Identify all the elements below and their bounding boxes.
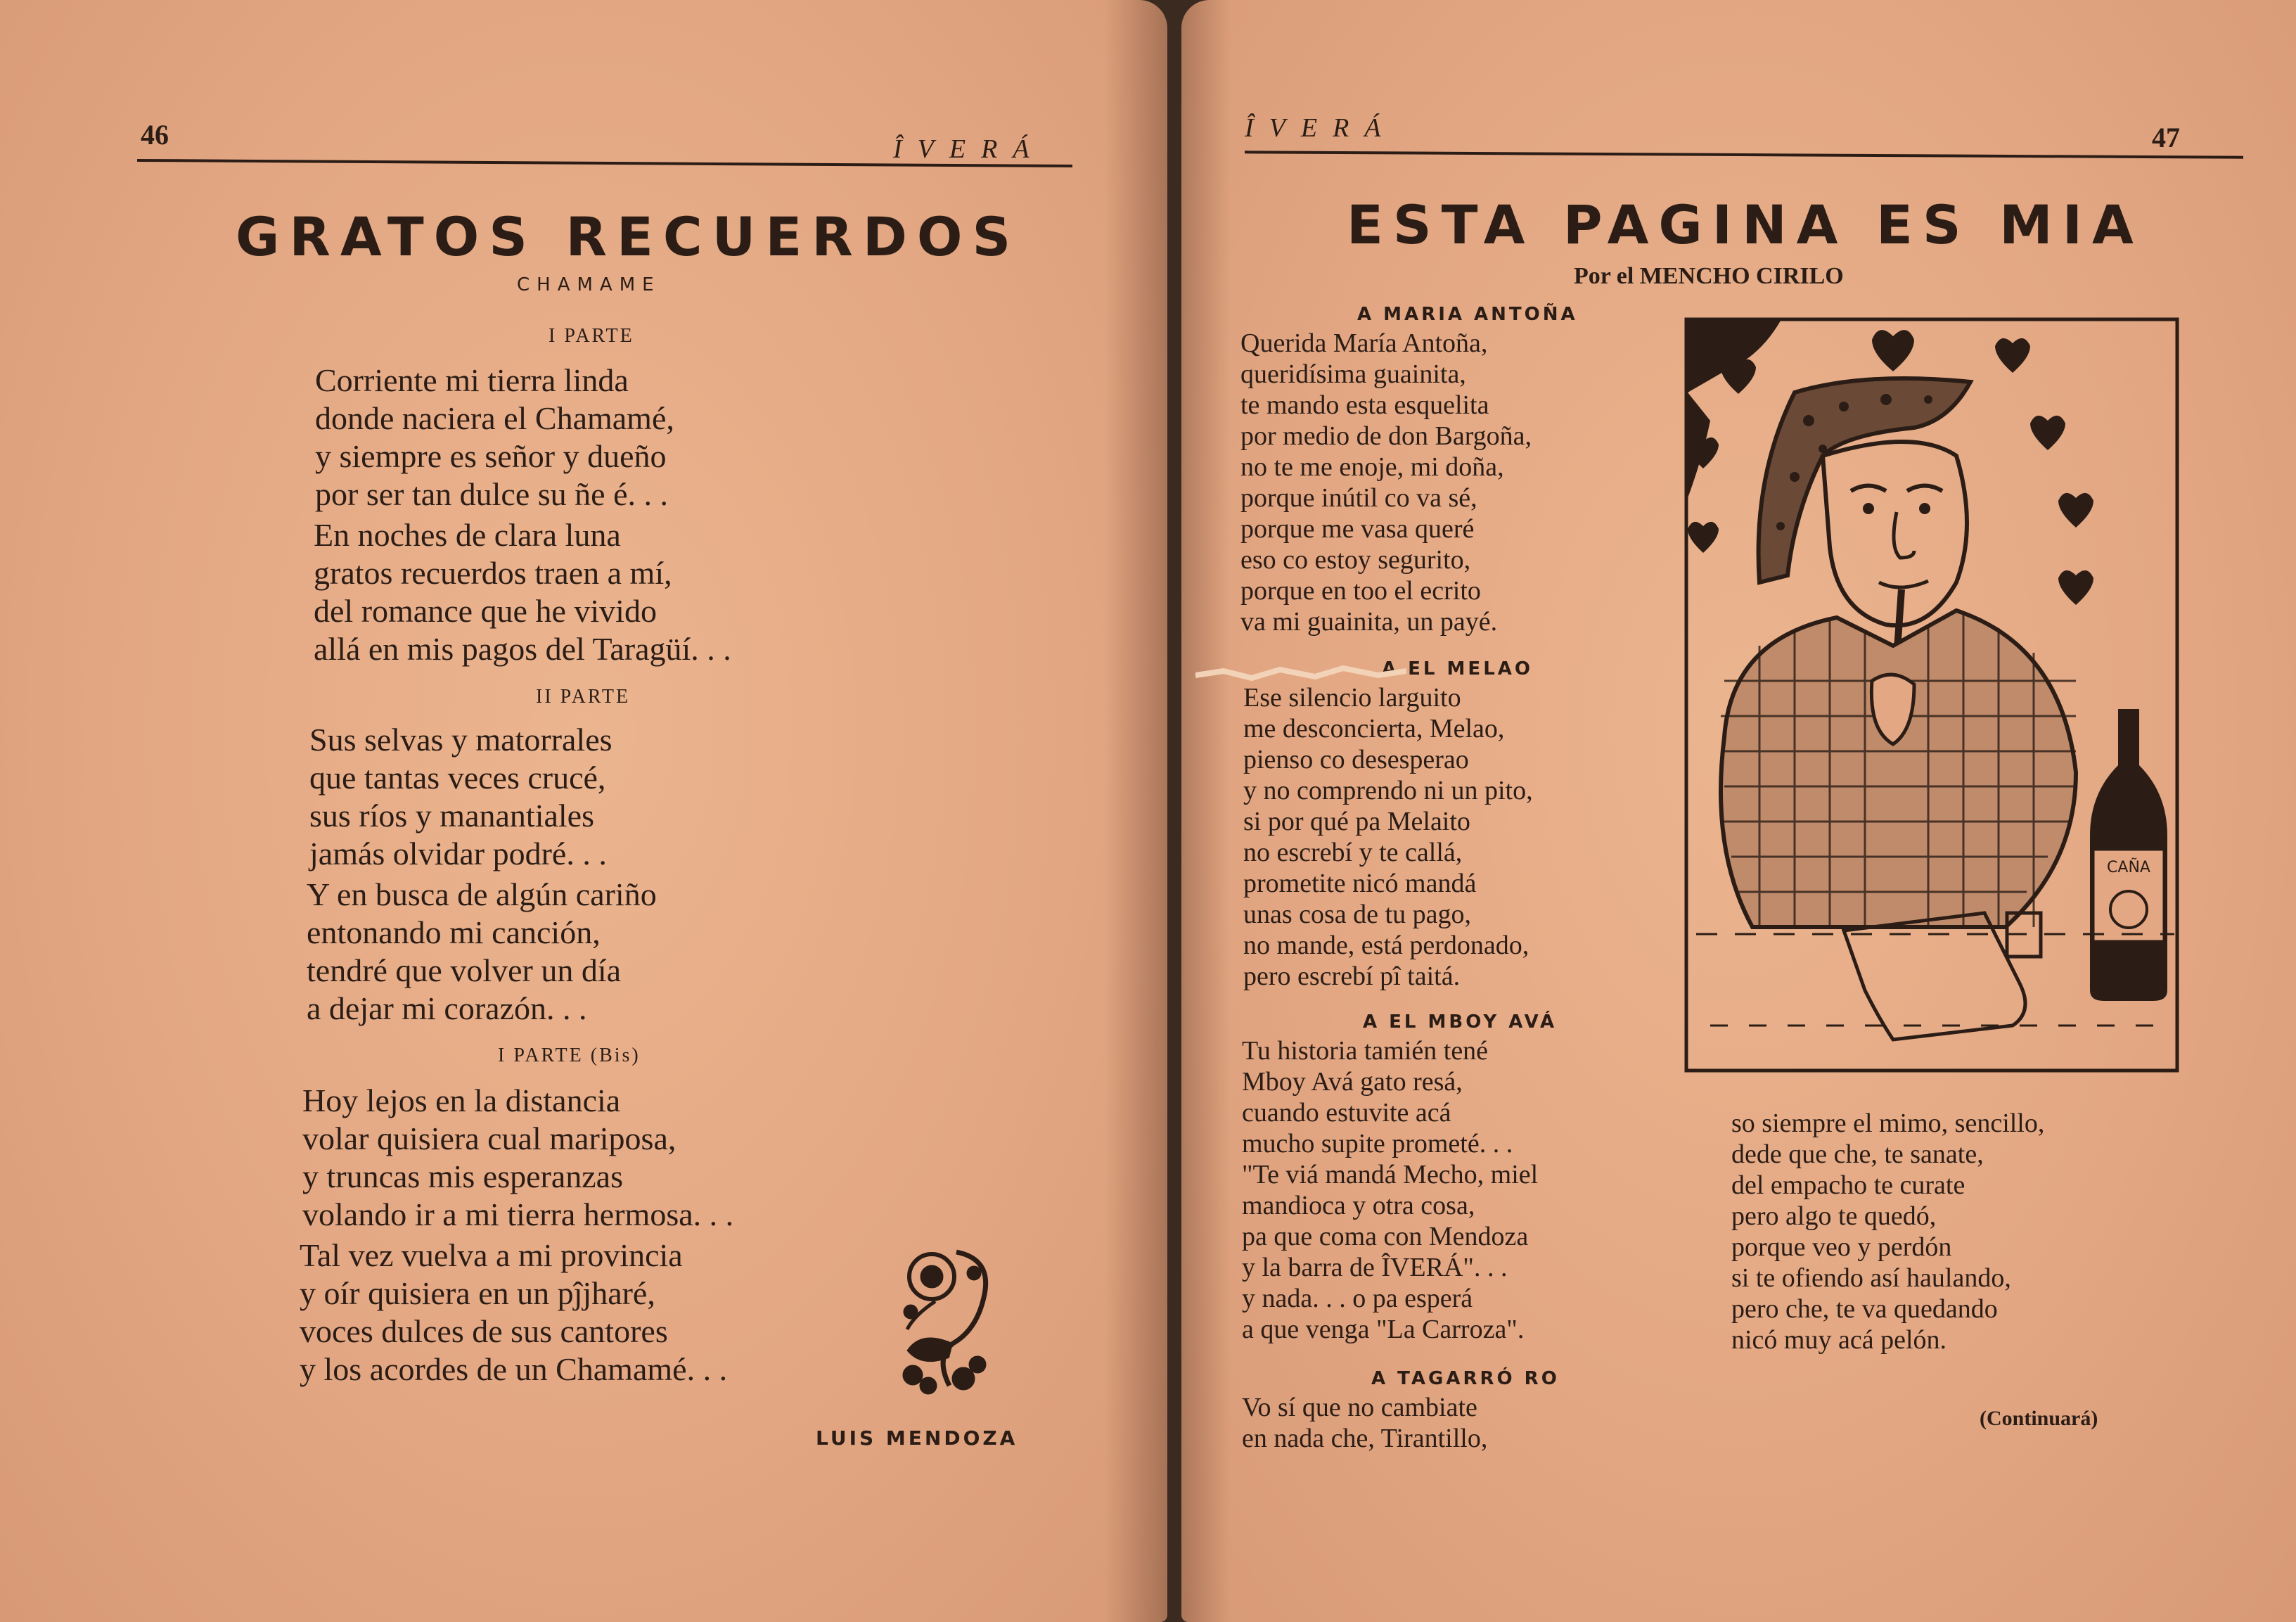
poem-subtitle: CHAMAME — [517, 274, 661, 295]
verse-line: queridísima guainita, — [1240, 359, 1466, 389]
paper-tear — [1195, 661, 1406, 689]
verse-line: porque en too el ecrito — [1240, 576, 1481, 606]
verse-line: por medio de don Bargoña, — [1240, 421, 1532, 451]
verse-line: me desconcierta, Melao, — [1243, 714, 1505, 743]
page-title: ESTA PAGINA ES MIA — [1347, 193, 2143, 256]
verse-line: no te me enoje, mi doña, — [1240, 452, 1504, 482]
header-rule — [1245, 151, 2243, 158]
stanza — [307, 876, 657, 1028]
verse-line: si te ofiendo así haulando, — [1731, 1263, 2011, 1293]
section-heading: A MARIA ANTOÑA — [1357, 304, 1578, 325]
verse-line: y no comprendo ni un pito, — [1243, 776, 1533, 805]
verse-line: pero che, te va quedando — [1731, 1294, 1998, 1324]
verse-line: mucho supite prometé. . . — [1242, 1129, 1513, 1158]
verse-line: por ser tan dulce su ñe é. . . — [315, 476, 669, 512]
verse-line: porque veo y perdón — [1731, 1232, 1952, 1262]
verse-line: a que venga "La Carroza". — [1242, 1315, 1525, 1344]
part-heading: I PARTE — [549, 325, 634, 347]
verse-line: y oír quisiera en un pĵjharé, — [300, 1275, 655, 1311]
running-head: ÎVERÁ — [1245, 113, 1397, 143]
verse-line: dede que che, te sanate, — [1731, 1139, 1984, 1169]
verse-line: y los acordes de un Chamamé. . . — [300, 1351, 728, 1387]
stanza — [309, 721, 613, 873]
verse-line: y nada. . . o pa esperá — [1242, 1284, 1473, 1313]
bottle-label: CAÑA — [2107, 859, 2150, 876]
running-head: ÎVERÁ — [893, 134, 1045, 164]
verse-line: y siempre es señor y dueño — [315, 438, 667, 474]
verse-line: so siempre el mimo, sencillo, — [1731, 1109, 2045, 1138]
gutter-shadow — [1104, 0, 1167, 1622]
verse-line: pero algo te quedó, — [1731, 1201, 1937, 1231]
verse-line: Vo sí que no cambiate — [1242, 1393, 1477, 1422]
verse-line: y truncas mis esperanzas — [302, 1158, 624, 1194]
stanza — [314, 516, 731, 668]
page-number: 46 — [141, 119, 169, 151]
verse-line: En noches de clara luna — [314, 517, 621, 553]
verse-line: del empacho te curate — [1731, 1170, 1965, 1200]
verse-line: Corriente mi tierra linda — [315, 362, 629, 398]
stanza — [300, 1237, 727, 1388]
verse-line: Querida María Antoña, — [1240, 328, 1488, 358]
continued-note: (Continuará) — [1980, 1407, 2098, 1430]
floral-ornament-icon — [893, 1245, 999, 1400]
verse-line: Tal vez vuelva a mi provincia — [300, 1237, 683, 1273]
part-heading: I PARTE (Bis) — [498, 1045, 641, 1066]
verse-line: no escrebí y te callá, — [1243, 838, 1463, 867]
gutter-shadow — [1181, 0, 1231, 1622]
verse-line: del romance que he vivido — [314, 593, 657, 629]
verse-section — [1240, 328, 1532, 637]
verse-line: que tantas veces crucé, — [309, 760, 606, 796]
stanza — [302, 1082, 733, 1234]
verse-line: "Te viá mandá Mecho, miel — [1242, 1160, 1539, 1189]
verse-line: volando ir a mi tierra hermosa. . . — [302, 1196, 734, 1232]
section-heading: A EL MELAO — [1382, 658, 1533, 679]
verse-line: Sus selvas y matorrales — [309, 722, 613, 758]
byline: Por el MENCHO CIRILO — [1574, 263, 1844, 289]
verse-line: mandioca y otra cosa, — [1242, 1191, 1475, 1220]
part-heading: II PARTE — [536, 686, 631, 708]
verse-line: si por qué pa Melaito — [1243, 807, 1470, 836]
right-page — [1181, 0, 2296, 1622]
verse-line: nicó muy acá pelón. — [1731, 1325, 1947, 1355]
verse-section — [1243, 682, 1533, 992]
verse-line: Hoy lejos en la distancia — [302, 1083, 621, 1118]
poem-title: GRATOS RECUERDOS — [236, 205, 1021, 268]
section-heading: A EL MBOY AVÁ — [1363, 1011, 1558, 1033]
verse-line: gratos recuerdos traen a mí, — [314, 555, 672, 591]
verse-line: pero escrebí pî taitá. — [1243, 962, 1461, 991]
verse-line: te mando esta esquelita — [1240, 390, 1489, 420]
verse-line: pa que coma con Mendoza — [1242, 1222, 1529, 1251]
verse-line: voces dulces de sus cantores — [300, 1313, 668, 1349]
verse-section — [1242, 1035, 1538, 1345]
verse-line: entonando mi canción, — [307, 914, 601, 950]
verse-line: Mboy Avá gato resá, — [1242, 1067, 1463, 1097]
verse-line: no mande, está perdonado, — [1243, 931, 1529, 960]
verse-line: unas cosa de tu pago, — [1243, 900, 1471, 929]
verse-line: cuando estuvite acá — [1242, 1098, 1451, 1128]
verse-line: Ese silencio larguito — [1243, 683, 1461, 713]
section-heading: A TAGARRÓ RO — [1371, 1368, 1560, 1389]
verse-line: sus ríos y manantiales — [309, 798, 594, 834]
verse-line: allá en mis pagos del Taragüí. . . — [314, 631, 731, 667]
verse-line: va mi guainita, un payé. — [1240, 607, 1498, 637]
verse-line: donde naciera el Chamamé, — [315, 400, 674, 436]
verse-section — [1242, 1392, 1487, 1454]
verse-line: pienso co desesperao — [1243, 745, 1469, 774]
verse-line: a dejar mi corazón. . . — [307, 990, 587, 1026]
verse-line: prometite nicó mandá — [1243, 869, 1477, 898]
verse-line: volar quisiera cual mariposa, — [302, 1120, 676, 1156]
verse-line: tendré que volver un día — [307, 952, 622, 988]
stanza — [315, 362, 674, 513]
verse-line: eso co estoy segurito, — [1240, 545, 1471, 575]
verse-line: en nada che, Tirantillo, — [1242, 1424, 1488, 1453]
page-number: 47 — [2152, 122, 2180, 153]
verse-continuation — [1731, 1108, 2044, 1355]
verse-line: jamás olvidar podré. . . — [309, 836, 607, 871]
verse-line: Y en busca de algún cariño — [307, 876, 657, 912]
verse-line: porque me vasa queré — [1240, 514, 1475, 544]
verse-line: porque inútil co va sé, — [1240, 483, 1477, 513]
man-with-bottle-illustration — [1682, 315, 2181, 1076]
verse-line: Tu historia tamién tené — [1242, 1036, 1489, 1066]
author-signature: LUIS MENDOZA — [816, 1426, 1018, 1450]
verse-line: y la barra de ÎVERÁ". . . — [1242, 1253, 1508, 1282]
